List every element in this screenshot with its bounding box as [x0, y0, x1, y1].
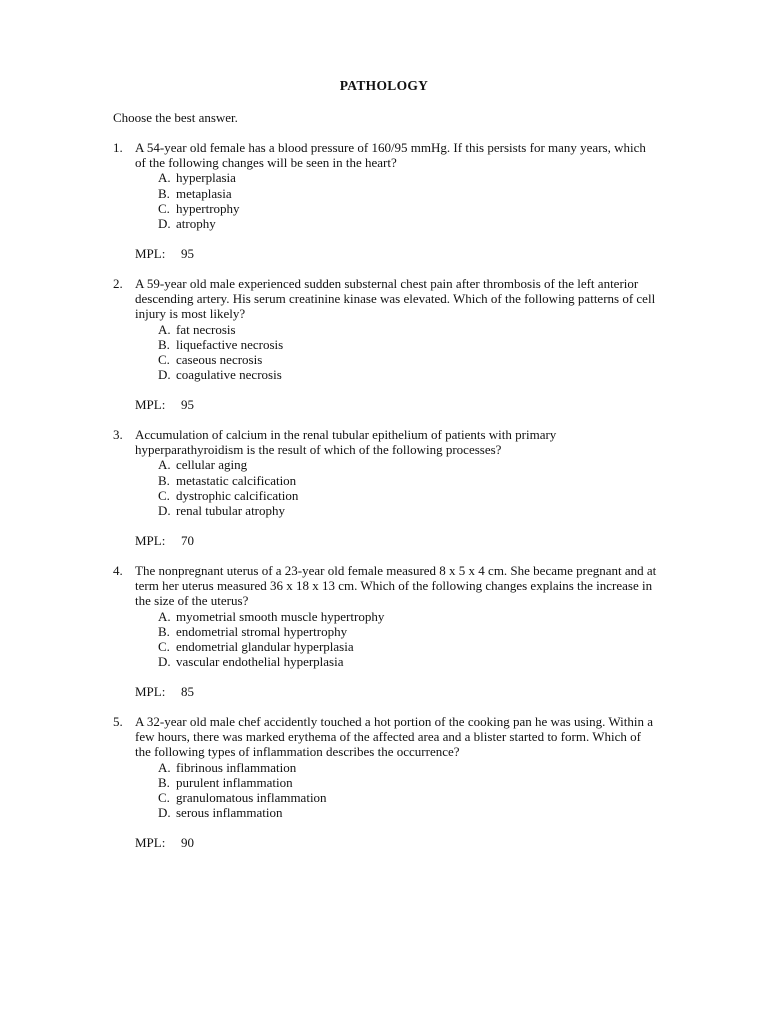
option-text: vascular endothelial hyperplasia [176, 654, 344, 670]
option-text: hyperplasia [176, 170, 236, 186]
option-text: caseous necrosis [176, 352, 263, 368]
option-text: fibrinous inflammation [176, 759, 297, 775]
option-text: renal tubular atrophy [176, 503, 286, 519]
question-stem [113, 276, 658, 322]
option-letter: B. [158, 185, 170, 201]
mpl-line [135, 246, 658, 261]
option-letter: C. [158, 487, 170, 503]
option-b [158, 473, 658, 488]
question-stem [113, 140, 658, 170]
option-text: metastatic calcification [176, 472, 297, 488]
page-title: PATHOLOGY [339, 78, 429, 93]
mpl-value: 85 [181, 684, 194, 700]
option-letter: D. [158, 367, 171, 383]
option-a [158, 760, 658, 775]
option-letter: D. [158, 503, 171, 519]
question-stem [113, 427, 658, 457]
option-c [158, 790, 658, 805]
option-text: purulent inflammation [176, 774, 293, 790]
instructions: Choose the best answer. [113, 110, 238, 125]
question-stem [113, 714, 658, 760]
option-c [158, 639, 658, 654]
mpl-line [135, 533, 658, 548]
option-letter: C. [158, 352, 170, 368]
question-4 [113, 563, 658, 700]
mpl-value: 90 [181, 835, 194, 851]
option-letter: D. [158, 216, 171, 232]
option-c [158, 201, 658, 216]
question-text: A 32-year old male chef accidently touched a hot portion of the cooking pan he was using. Within a few hours, there was marked erythema of the affected area and a blister started to form. Which of the following types of inflammation describes the occurrence? [135, 714, 654, 760]
option-text: myometrial smooth muscle hypertrophy [176, 608, 385, 624]
option-text: endometrial glandular hyperplasia [176, 639, 354, 655]
question-number: 4. [113, 563, 123, 578]
option-letter: A. [158, 759, 171, 775]
option-text: fat necrosis [176, 321, 236, 337]
mpl-label: MPL: [135, 835, 166, 851]
option-a [158, 322, 658, 337]
option-letter: A. [158, 170, 171, 186]
mpl-line [135, 397, 658, 412]
question-text: Accumulation of calcium in the renal tubular epithelium of patients with primary hyperparathyroidism is the result of which of the following processes? [135, 427, 557, 458]
question-1 [113, 140, 658, 261]
mpl-label: MPL: [135, 397, 166, 413]
option-c [158, 488, 658, 503]
option-letter: C. [158, 200, 170, 216]
question-stem [113, 563, 658, 609]
option-letter: D. [158, 654, 171, 670]
question-number: 3. [113, 427, 123, 442]
option-text: cellular aging [176, 457, 248, 473]
answer-options [158, 457, 658, 518]
option-text: endometrial stromal hypertrophy [176, 623, 348, 639]
question-3 [113, 427, 658, 548]
option-text: atrophy [176, 216, 216, 232]
option-letter: B. [158, 472, 170, 488]
option-d [158, 216, 658, 231]
option-c [158, 352, 658, 367]
option-letter: B. [158, 623, 170, 639]
option-text: serous inflammation [176, 805, 283, 821]
answer-options [158, 322, 658, 383]
option-text: liquefactive necrosis [176, 336, 284, 352]
mpl-label: MPL: [135, 246, 166, 262]
question-number: 2. [113, 276, 123, 291]
question-text: A 59-year old male experienced sudden substernal chest pain after thrombosis of the left anterior descending artery. His serum creatinine kinase was elevated. Which of the following patterns of cell injury is most likely? [135, 276, 656, 322]
mpl-label: MPL: [135, 684, 166, 700]
mpl-value: 95 [181, 397, 194, 413]
question-number: 1. [113, 140, 123, 155]
option-text: hypertrophy [176, 200, 240, 216]
option-letter: C. [158, 790, 170, 806]
mpl-label: MPL: [135, 533, 166, 549]
question-text: The nonpregnant uterus of a 23-year old female measured 8 x 5 x 4 cm. She became pregnant and at term her uterus measured 36 x 18 x 13 cm. Which of the following changes explains the increase in the size of the uterus? [135, 563, 657, 609]
option-letter: A. [158, 321, 171, 337]
option-b [158, 775, 658, 790]
answer-options [158, 170, 658, 231]
answer-options [158, 609, 658, 670]
mpl-value: 95 [181, 246, 194, 262]
option-a [158, 457, 658, 472]
option-b [158, 624, 658, 639]
option-b [158, 186, 658, 201]
question-5 [113, 714, 658, 851]
option-letter: A. [158, 608, 171, 624]
answer-options [158, 760, 658, 821]
question-number: 5. [113, 714, 123, 729]
option-d [158, 367, 658, 382]
option-a [158, 170, 658, 185]
option-d [158, 805, 658, 820]
question-text: A 54-year old female has a blood pressure of 160/95 mmHg. If this persists for many years, which of the following changes will be seen in the heart? [135, 140, 646, 171]
question-2 [113, 276, 658, 413]
option-d [158, 503, 658, 518]
option-letter: C. [158, 639, 170, 655]
mpl-value: 70 [181, 533, 194, 549]
option-a [158, 609, 658, 624]
option-letter: D. [158, 805, 171, 821]
option-letter: A. [158, 457, 171, 473]
option-text: coagulative necrosis [176, 367, 282, 383]
option-text: metaplasia [176, 185, 232, 201]
option-text: dystrophic calcification [176, 487, 299, 503]
mpl-line [135, 684, 658, 699]
option-letter: B. [158, 336, 170, 352]
option-text: granulomatous inflammation [176, 790, 327, 806]
option-d [158, 654, 658, 669]
option-b [158, 337, 658, 352]
mpl-line [135, 835, 658, 850]
option-letter: B. [158, 774, 170, 790]
